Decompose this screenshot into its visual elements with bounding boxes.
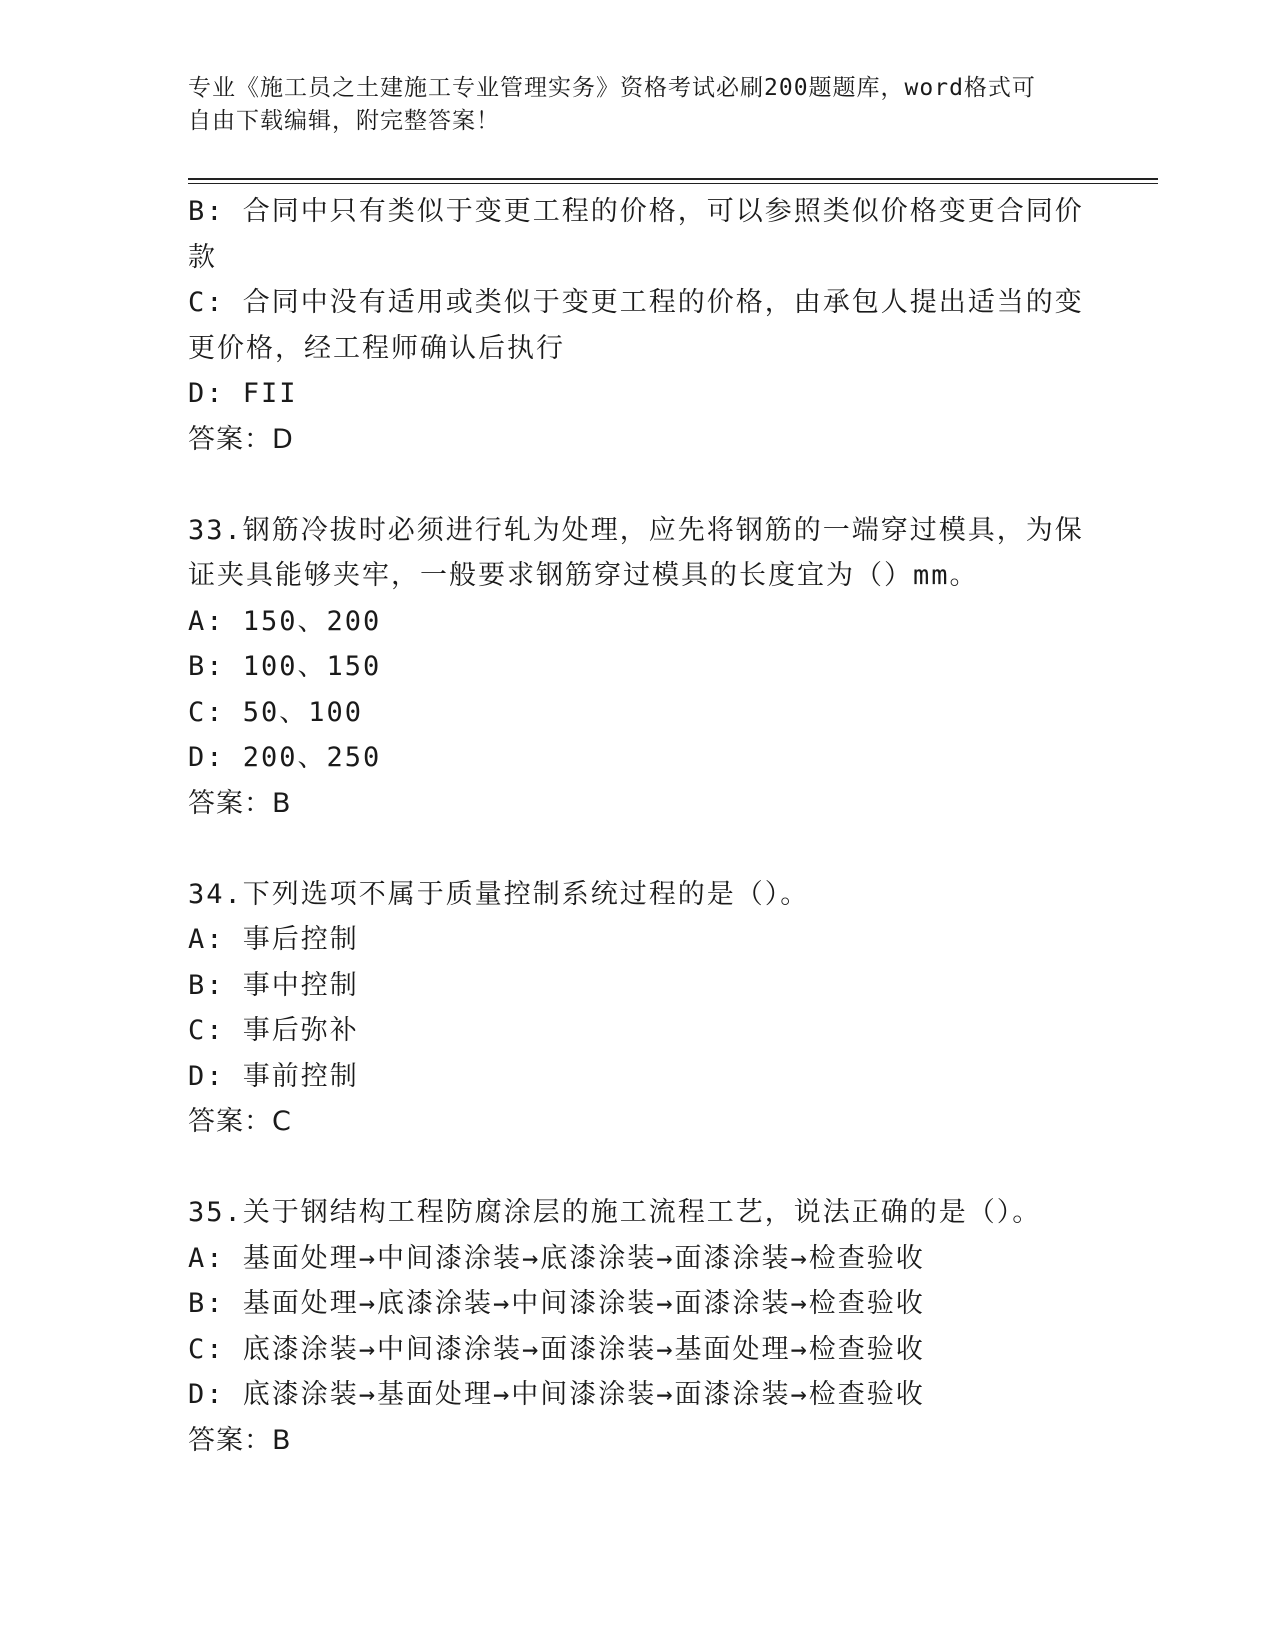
answer: 答案：D [188, 423, 294, 455]
question-stem: 35.关于钢结构工程防腐涂层的施工流程工艺，说法正确的是（）。 [188, 1197, 1042, 1228]
option-b-line-2: 款 [188, 241, 217, 273]
document-body [188, 189, 1088, 1463]
document-header [188, 72, 1068, 138]
option-b: B: 基面处理→底漆涂装→中间漆涂装→面漆涂装→检查验收 [188, 1288, 925, 1319]
option-c-line-1: C: 合同中没有适用或类似于变更工程的价格，由承包人提出适当的变 [188, 287, 1084, 318]
question-33 [188, 508, 1088, 827]
option-d: D: 200、250 [188, 742, 382, 773]
option-a: A: 150、200 [188, 605, 382, 637]
option-c: C: 50、100 [188, 696, 364, 728]
option-c: C: 事后弥补 [188, 1015, 359, 1046]
option-a: A: 基面处理→中间漆涂装→底漆涂装→面漆涂装→检查验收 [188, 1242, 925, 1274]
answer: 答案：B [188, 1424, 292, 1456]
question-32-remainder [188, 189, 1088, 462]
option-d: D: FII [188, 378, 298, 409]
answer: 答案：B [188, 787, 292, 819]
option-c-line-2: 更价格，经工程师确认后执行 [188, 332, 565, 364]
question-stem: 34.下列选项不属于质量控制系统过程的是（）。 [188, 878, 810, 910]
question-stem-line-1: 33.钢筋冷拔时必须进行轧为处理，应先将钢筋的一端穿过模具，为保 [188, 514, 1084, 546]
option-a: A: 事后控制 [188, 924, 359, 955]
header-line-2: 自由下载编辑，附完整答案！ [188, 108, 500, 134]
question-34 [188, 872, 1088, 1145]
question-35 [188, 1190, 1088, 1463]
header-divider-thin [188, 183, 1158, 184]
option-b: B: 100、150 [188, 651, 382, 682]
header-divider-thick [188, 178, 1158, 180]
option-d: D: 底漆涂装→基面处理→中间漆涂装→面漆涂装→检查验收 [188, 1379, 925, 1410]
option-c: C: 底漆涂装→中间漆涂装→面漆涂装→基面处理→检查验收 [188, 1333, 925, 1365]
question-stem-line-2: 证夹具能够夹牢，一般要求钢筋穿过模具的长度宜为（）mm。 [188, 560, 979, 591]
header-line-1: 专业《施工员之土建施工专业管理实务》资格考试必刷200题题库，word格式可 [188, 75, 1036, 101]
option-d: D: 事前控制 [188, 1060, 359, 1092]
option-b: B: 事中控制 [188, 969, 359, 1001]
answer: 答案：C [188, 1106, 292, 1137]
option-b-line-1: B: 合同中只有类似于变更工程的价格，可以参照类似价格变更合同价 [188, 196, 1084, 227]
